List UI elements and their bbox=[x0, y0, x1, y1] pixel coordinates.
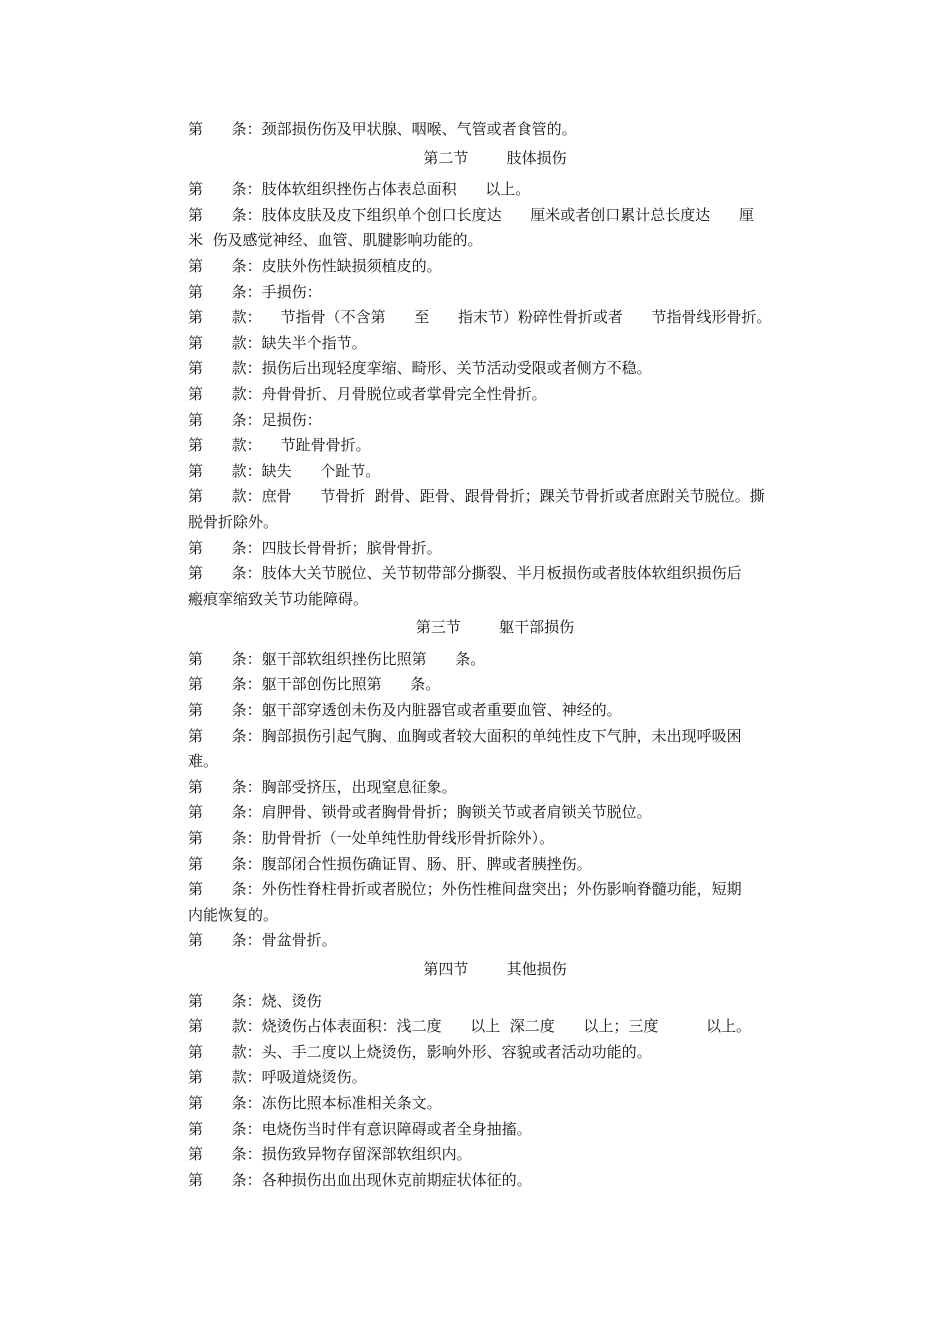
paragraph: 第 款：呼吸道烧烫伤。 bbox=[188, 1068, 367, 1087]
paragraph: 第 条：颈部损伤伤及甲状腺、咽喉、气管或者食管的。 bbox=[188, 120, 577, 138]
paragraph: 第 条：骨盆骨折。 bbox=[188, 931, 337, 950]
paragraph: 第 条：足损伤： bbox=[188, 410, 322, 429]
paragraph: 第 条：胸部损伤引起气胸、血胸或者较大面积的单纯性皮下气肿，未出现呼吸困 难。 bbox=[188, 726, 742, 771]
paragraph: 第 条：外伤性脊柱骨折或者脱位；外伤性椎间盘突出；外伤影响脊髓功能，短期 内能恢复的。 bbox=[188, 880, 742, 924]
paragraph: 第 款： 节指骨（不含第 至 指末节）粉碎性骨折或者 节指骨线形骨折。 bbox=[188, 308, 772, 327]
paragraph: 第 条：冻伤比照本标准相关条文。 bbox=[188, 1093, 442, 1112]
paragraph: 第 条：各种损伤出血出现休克前期症状体征的。 bbox=[188, 1170, 532, 1189]
paragraph: 第 款：舟骨骨折、月骨脱位或者掌骨完全性骨折。 bbox=[188, 384, 547, 403]
paragraph: 第 条：损伤致异物存留深部软组织内。 bbox=[188, 1145, 472, 1164]
paragraph: 第 条：肢体软组织挫伤占体表总面积 以上。 bbox=[188, 180, 531, 199]
section-heading: 第二节 肢体损伤 bbox=[423, 148, 567, 167]
paragraph: 第 条：肢体大关节脱位、关节韧带部分撕裂、半月板损伤或者肢体软组织损伤后 瘢痕挛缩致关节功能障碍。 bbox=[188, 564, 742, 608]
paragraph: 第 条：胸部受挤压，出现窒息征象。 bbox=[188, 777, 457, 796]
paragraph: 第 条：肩胛骨、锁骨或者胸骨骨折；胸锁关节或者肩锁关节脱位。 bbox=[188, 803, 652, 822]
paragraph: 第 款：烧烫伤占体表面积：浅二度 以上 深二度 以上；三度 以上。 bbox=[188, 1017, 752, 1036]
paragraph: 第 款：缺失 个趾节。 bbox=[188, 461, 381, 480]
paragraph: 第 条：皮肤外伤性缺损须植皮的。 bbox=[188, 256, 442, 275]
paragraph: 第 条：烧、烫伤 bbox=[188, 991, 322, 1010]
paragraph: 第 条：腹部闭合性损伤确证胃、肠、肝、脾或者胰挫伤。 bbox=[188, 854, 592, 873]
document-body bbox=[188, 117, 802, 1193]
paragraph: 第 款：头、手二度以上烧烫伤，影响外形、容貌或者活动功能的。 bbox=[188, 1042, 652, 1061]
paragraph: 第 条：躯干部穿透创未伤及内脏器官或者重要血管、神经的。 bbox=[188, 701, 622, 720]
paragraph: 第 款：庶骨 节骨折 跗骨、距骨、跟骨骨折；踝关节骨折或者庶跗关节脱位。撕 脱骨折除外。 bbox=[188, 487, 765, 531]
paragraph: 第 条：电烧伤当时伴有意识障碍或者全身抽搐。 bbox=[188, 1119, 532, 1138]
paragraph: 第 款：缺失半个指节。 bbox=[188, 333, 367, 352]
paragraph: 第 条：肋骨骨折（一处单纯性肋骨线形骨折除外）。 bbox=[188, 829, 555, 848]
section-heading: 第四节 其他损伤 bbox=[423, 960, 567, 978]
paragraph: 第 条：肢体皮肤及皮下组织单个创口长度达 厘米或者创口累计总长度达 厘 米 伤及感觉神经、血管、肌腱影响功能的。 bbox=[188, 205, 754, 250]
paragraph: 第 条：躯干部软组织挫伤比照第 条。 bbox=[188, 649, 486, 668]
paragraph: 第 条：躯干部创伤比照第 条。 bbox=[188, 675, 441, 694]
paragraph: 第 款： 节趾骨骨折。 bbox=[188, 436, 371, 455]
section-heading: 第三节 躯干部损伤 bbox=[415, 618, 575, 637]
paragraph: 第 条：四肢长骨骨折；膑骨骨折。 bbox=[188, 538, 442, 557]
paragraph: 第 条：手损伤： bbox=[188, 282, 322, 301]
paragraph: 第 款：损伤后出现轻度挛缩、畸形、关节活动受限或者侧方不稳。 bbox=[188, 359, 652, 378]
